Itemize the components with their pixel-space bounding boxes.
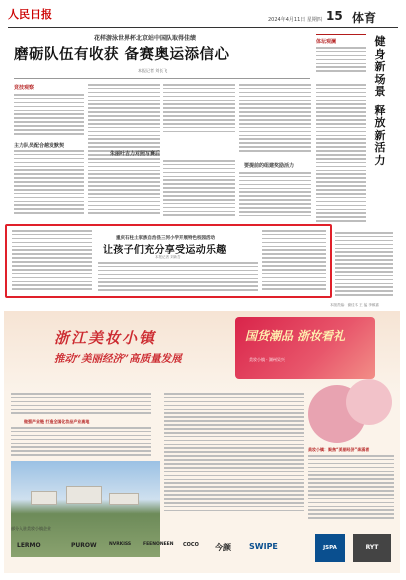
logos-caption: 部分入驻美妆小镇企业 [11, 526, 51, 531]
brand-logo: PUROW [71, 542, 97, 549]
brand-logo: COCO [183, 542, 199, 548]
column-3-text [163, 84, 235, 135]
vertical-char: 身 [374, 47, 386, 61]
brand-logo: FEENONEEN [143, 542, 174, 547]
left-column-text [14, 94, 84, 137]
page-number: 15 [326, 9, 343, 23]
lead-headline: 磨砺队伍有收获 备赛奥运添信心 [14, 47, 230, 63]
vertical-char: 力 [374, 153, 386, 167]
building [31, 491, 57, 505]
highlight-kicker: 重庆石柱土家族自治县三河小学开展特色校园活动 [116, 236, 215, 241]
brand-logo: RYT [353, 534, 391, 562]
lead-kicker: 花样游泳世界杯北京站中国队取得佳绩 [94, 35, 197, 42]
brand-logo: JSPA [315, 534, 345, 562]
vertical-char: 健 [374, 35, 386, 48]
lead-byline: 本报记者 刘长飞 [138, 68, 168, 73]
ad-text-col-1 [11, 393, 151, 416]
column-4-text-2 [239, 172, 311, 219]
vertical-char: 放 [374, 116, 386, 129]
vertical-char: 景 [374, 85, 386, 98]
left-column-text-2 [14, 150, 84, 216]
ad-text-col-3 [308, 455, 394, 521]
vertical-char: 活 [374, 141, 386, 154]
banner-subtext: 美妆小镇 · 湖州吴兴 [249, 357, 285, 362]
section-name: 体育 [352, 11, 377, 25]
brand-logo: LERMO [17, 542, 41, 549]
column-4-subhead: 要提前的组建奖励活力 [244, 163, 295, 169]
brand-logo: 今颜 [215, 543, 231, 552]
sidebar-vertical-title [372, 36, 388, 167]
highlight-text-mid [98, 262, 258, 293]
building [66, 486, 102, 504]
column-4-text [239, 84, 311, 154]
sidebar-body-text-2 [335, 232, 393, 298]
page-credit: 本版责编：谢佳木 王 猛 李颐嘉 [330, 303, 379, 307]
vertical-char: 场 [374, 72, 386, 86]
divider [14, 78, 310, 79]
ad-subtitle: 推动“美丽经济”高质量发展 [54, 353, 182, 365]
dateline: 2024年4月11日 星期四 [268, 17, 322, 23]
ad-section-head-1: 做强产业链 打造全国化妆品产业高地 [24, 419, 90, 424]
vertical-char: 新 [374, 128, 386, 142]
advertisement[interactable] [4, 311, 400, 573]
brand-logo: NVRKISS [109, 542, 132, 547]
ad-banner [235, 317, 375, 379]
column-3-text-2 [163, 160, 235, 218]
ad-section-head-2: 美妆小镇：聚焦“美丽经济”奔涌者 [308, 447, 370, 452]
sidebar-intro-text [316, 47, 366, 74]
column-3-subhead: 朱丽叶吉力对照写赛后 [110, 151, 161, 157]
ad-title: 浙江美妆小镇 [54, 329, 157, 347]
product-circle [346, 379, 392, 425]
brand-logo: SWIPE [249, 542, 278, 551]
ad-text-col-2 [164, 393, 304, 514]
section-tag-left: 竞技观察 [14, 85, 35, 91]
building [109, 493, 139, 505]
newspaper-logo: 人民日报 [8, 8, 52, 21]
vertical-char: 新 [374, 60, 386, 73]
masthead [8, 6, 398, 28]
highlight-text-right [262, 230, 326, 292]
ad-brand-logos [11, 526, 397, 566]
sidebar-body-text [316, 84, 366, 224]
highlight-byline: 本报记者 刘新吾 [155, 255, 181, 259]
sidebar-panel [316, 34, 366, 78]
banner-text: 国货潮品 浙妆看礼 [245, 329, 346, 343]
ad-text-col-1b [11, 427, 151, 458]
highlight-text-left [12, 230, 92, 292]
sidebar-tag: 体坛观澜 [316, 39, 337, 45]
left-subhead: 主力队员配合越发默契 [14, 143, 65, 149]
vertical-char: 释 [374, 103, 386, 117]
highlight-title: 让孩子们充分享受运动乐趣 [103, 245, 227, 256]
